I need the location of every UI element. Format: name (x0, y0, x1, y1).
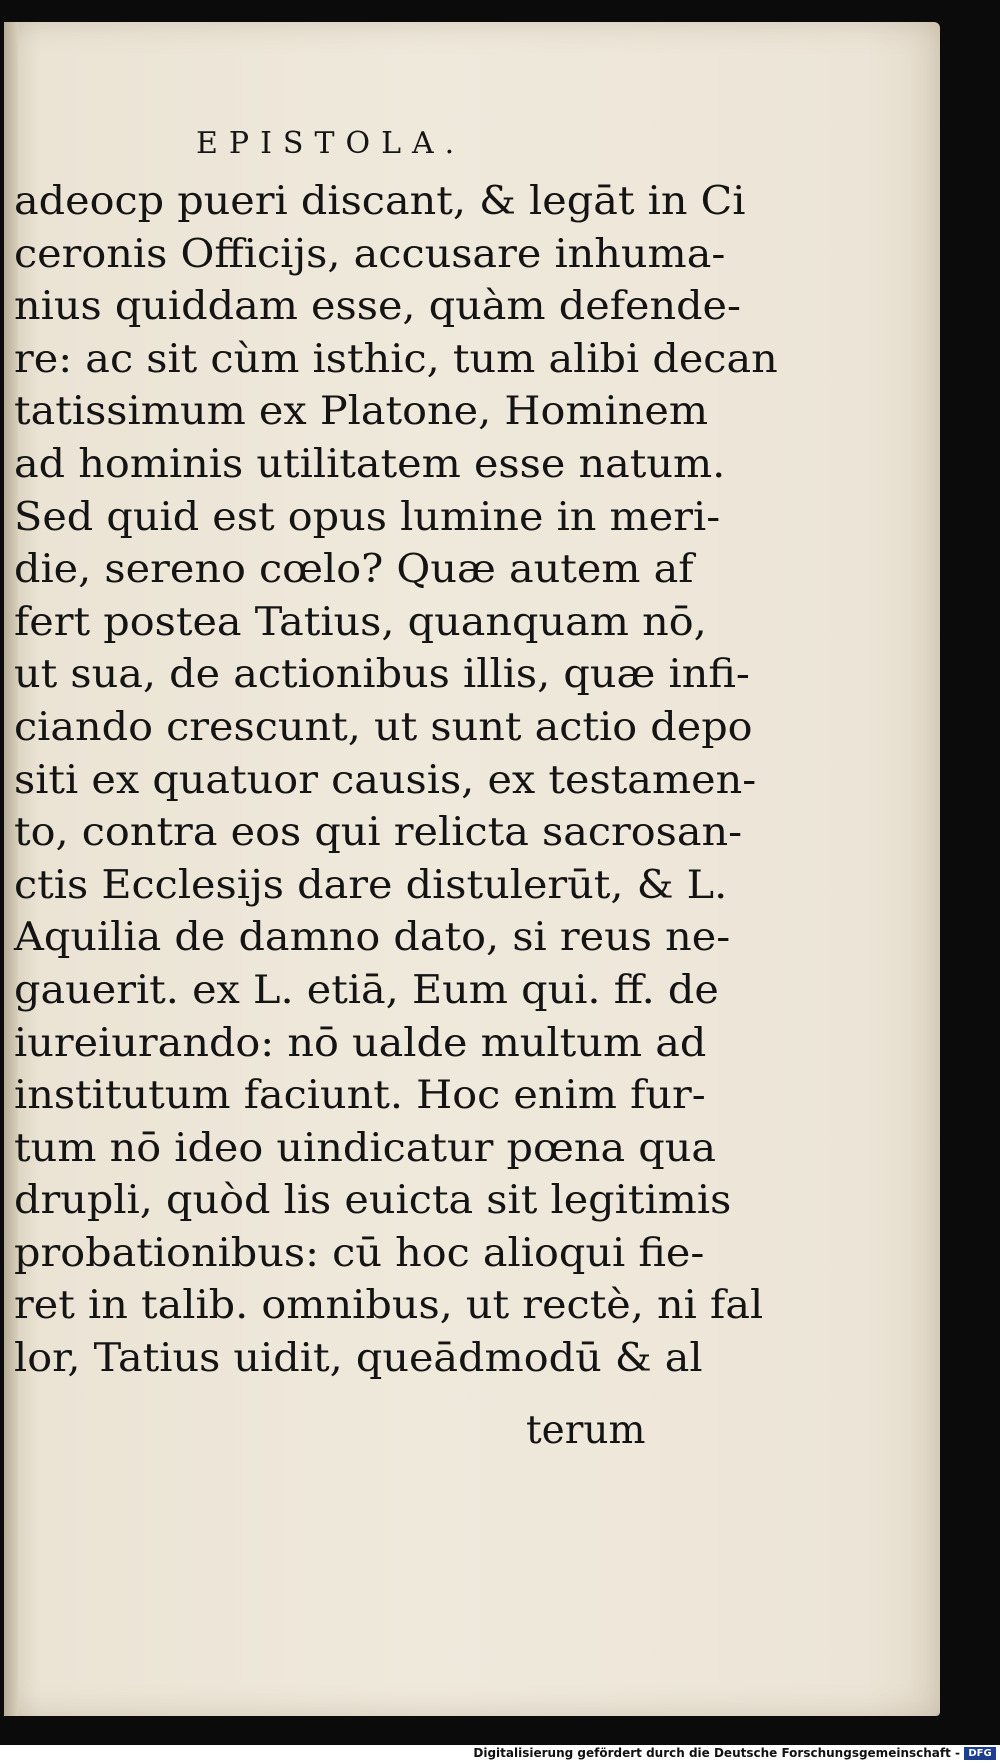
text-line: die, sereno cœlo? Quæ autem af (14, 547, 694, 593)
text-line: adeocp pueri discant, & legāt in Ci (14, 179, 746, 224)
text-line: iureiurando: nō ualde multum ad (14, 1020, 707, 1066)
text-line: siti ex quatuor causis, ex testamen- (14, 757, 757, 803)
running-header: EPISTOLA. (196, 126, 466, 161)
text-line: ut sua, de actionibus illis, quæ infi- (14, 652, 750, 698)
body-text (14, 176, 778, 1386)
text-line: gauerit. ex L. etiā, Eum qui. ff. de (14, 967, 719, 1013)
dfg-logo: DFG (964, 1747, 996, 1760)
text-line: Sed quid est opus lumine in meri- (14, 494, 721, 540)
text-line: Aquilia de damno dato, si reus ne- (14, 915, 731, 961)
text-line: ret in talib. omnibus, ut rectè, ni fal (14, 1283, 764, 1329)
text-line: institutum faciunt. Hoc enim fur- (14, 1073, 706, 1119)
text-line: tum nō ideo uindicatur pœna qua (14, 1125, 717, 1171)
text-line: nius quiddam esse, quàm defende- (14, 284, 741, 330)
text-line: to, contra eos qui relicta sacrosan- (14, 810, 743, 856)
text-line: ceronis Officijs, accusare inhuma- (14, 231, 726, 277)
text-line: ctis Ecclesijs dare distulerūt, & L. (14, 862, 728, 908)
text-line: re: ac sit cùm isthic, tum alibi decan (14, 336, 778, 382)
digitization-credit: Digitalisierung gefördert durch die Deutsche Forschungsgemeinschaft - (473, 1746, 960, 1760)
text-line: ad hominis utilitatem esse natum. (14, 441, 726, 487)
catchword: terum (526, 1408, 646, 1453)
text-line: ciando crescunt, ut sunt actio depo (14, 704, 753, 750)
text-line: drupli, quòd lis euicta sit legitimis (14, 1178, 732, 1224)
text-line: fert postea Tatius, quanquam nō, (14, 599, 707, 645)
text-line: probationibus: cū hoc alioqui fie- (14, 1230, 705, 1276)
text-line: tatissimum ex Platone, Hominem (14, 389, 709, 435)
text-line: lor, Tatius uidit, queādmodū & al (14, 1336, 703, 1382)
